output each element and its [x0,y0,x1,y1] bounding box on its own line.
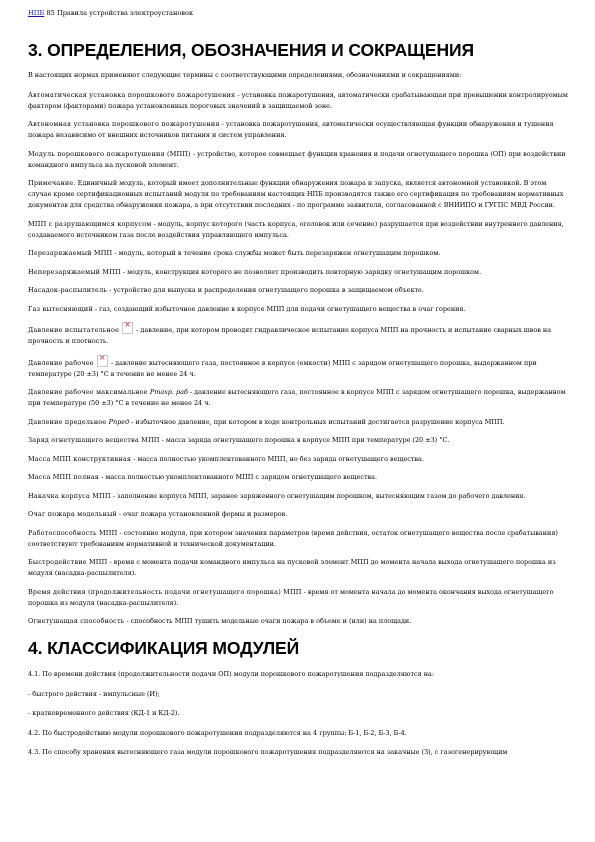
definition-paragraph [28,285,568,296]
definition-text: - заполнение корпуса МПП, заранее заряженного огнетушащим порошком, вытесняющим газом до рабочего давления. [110,491,526,500]
definition-term: МПП с разрушающимся корпусом [28,219,152,228]
definition-text: - масса полностью укомплектованного МПП с зарядом огнетушащего вещества. [99,473,378,481]
definition-paragraph [28,435,568,446]
definition-text: - модуль, который в течение срока службы может быть перезаряжен огнетушащим порошком. [112,249,441,257]
section-3-heading: 3. ОПРЕДЕЛЕНИЯ, ОБОЗНАЧЕНИЯ И СОКРАЩЕНИЯ [28,40,474,60]
breadcrumb-link[interactable]: НПБ [28,9,45,17]
definition-paragraph [28,616,568,627]
definition-paragraph [28,528,568,550]
section-4-heading: 4. КЛАССИФИКАЦИЯ МОДУЛЕЙ [28,638,300,658]
document-page [28,7,568,767]
definition-text: - давление вытесняющего газа, постоянное в корпусе МПП с зарядом огнетушащего порошка, выдержанном при температуре (50 ±3) °С в течение не менее 24 ч. [28,388,566,407]
definition-term: Огнетушащая способность [28,617,125,625]
definition-paragraph [28,491,568,502]
broken-image-icon [122,322,133,334]
classification-paragraph: 4.3. По способу хранения вытесняющего газа модули порошкового пожаротушения подразделяются на закачные (З), с газогенерирующим [28,748,508,756]
classification-paragraph: - кратковременного действия (КД-1 и КД-2). [28,709,180,717]
definition-term: Давление предельное [28,417,109,426]
definition-term: Автоматическая установка порошкового пожаротушения [28,90,236,99]
definition-paragraph [28,322,568,347]
definition-text: - установка пожаротушения, автоматически срабатывающая при превышении контролируемым фактором (факторами) пожара установленных пороговых значений в защищаемой зоне. [28,90,568,110]
broken-image-icon [97,355,108,367]
definition-term: Модуль порошкового пожаротушения (МПП) [28,149,191,158]
definition-paragraph [28,557,568,579]
classification-paragraph: - быстрого действия - импульсные (И); [28,689,160,698]
section-3-intro: В настоящих нормах применяют следующие термины с соответствующими определениями, обозначениями и сокращениями: [28,71,462,79]
definition-term: Очаг пожара модельный [28,510,117,518]
definition-term: Работоспособность МПП [28,528,118,537]
definition-text: - давление, при котором проводят гидравлическое испытание корпуса МПП на прочность и испытание сварных швов на прочность и плотность. [28,326,552,345]
definition-paragraph [28,355,568,380]
definition-term: Насадок-распылитель [28,286,108,294]
definition-term: Перезаряжаемый МПП [28,249,113,257]
note-paragraph [28,178,568,211]
definition-term: Накачка корпуса МПП [28,491,111,500]
definition-term: Автономная установка порошкового пожаротушения [28,120,220,128]
definition-text: - время от момента начала до момента окончания выхода огнетушащего порошка из модуля (насадка-распылителя). [28,587,554,607]
definition-term: Время действия (продолжительность подачи огнетушащего порошка) МПП [28,587,302,596]
definition-text: - масса полностью укомплектованного МПП, но без заряда огнетушащего вещества. [131,454,424,463]
definition-paragraph [28,267,568,278]
definition-paragraph [28,454,568,465]
definition-paragraph [28,472,568,483]
definition-text: - газ, создающий избыточное давление в корпусе МПП для подачи огнетушащего вещества в очаг горения. [92,304,466,313]
definition-text: - масса заряда огнетушащего порошка в корпусе МПП при температуре (20 ±3) °С. [159,436,450,444]
definition-text: - давление вытесняющего газа, постоянное в корпусе (емкости) МПП с зарядом огнетушащего порошка, выдержанном при температуре (20 ±3) °С в течение не менее 24 ч. [28,358,537,378]
classification-paragraph: 4.1. По времени действия (продолжительности подачи ОП) модули порошкового пожаротушения подразделяются на: [28,670,435,678]
definition-text: - состояние модуля, при котором значения параметров (время действия, остаток огнетушащего вещества после срабатывания) соответствуют требованиям нормативной и технической документации. [28,528,558,548]
definition-term: Быстродействие МПП [28,558,108,566]
definition-paragraph [28,90,568,112]
breadcrumb-text: 85 Правила устройства электроустановок [44,9,194,17]
definition-term: Неперезаряжаемый МПП [28,267,121,276]
note-label: Примечание. [28,179,76,187]
formula-symbol: Pпред [108,417,130,426]
definition-paragraph [28,587,568,609]
definition-text: - способность МПП тушить модельные очаги пожара в объеме и (или) на площади. [124,617,412,625]
definition-text: - устройство для выпуска и распределения огнетушащего порошка в защищаемом объекте. [107,286,424,294]
definition-text: - очаг пожара установленной формы и размеров. [116,510,288,518]
formula-symbol: Pmaxp. раб [149,388,188,396]
definition-term: Масса МПП конструктивная [28,454,132,463]
definition-paragraph [28,509,568,520]
definition-term: Давление рабочее [28,358,94,367]
definition-paragraph [28,417,568,428]
classification-paragraph: 4.2. По быстродействию модули порошкового пожаротушения подразделяются на 4 группы: Б-1, Б-2, Б-3, Б-4. [28,728,407,737]
definition-term: Заряд огнетушащего вещества МПП [28,436,160,444]
definition-text: - модуль, конструкция которого не позволяет производить повторную зарядку огнетушащим порошком. [120,267,482,276]
definition-text: - установка пожаротушения, автоматически осуществляющая функции обнаружения и тушения пожара независимо от внешних источников питания и систем управления. [28,120,554,139]
definition-text: - избыточное давление, при котором в ходе контрольных испытаний достигается разрушение корпуса МПП. [129,417,505,426]
note-text: Единичный модуль, который имеет дополнительные функции обнаружения пожара и запуска, является автономной установкой. В этом случае кроме сертификационных испытаний модуля по требованиям настоящих НПБ производятся также его сертификация по требованиям нормативных документов для средства обнаружения пожара, а при отсутствии последних - по программе заявителя, согласованной с ВНИИПО и ГУГПС МВД России. [28,179,564,209]
definition-term: Масса МПП полная [28,473,100,481]
breadcrumb [28,7,568,19]
definition-paragraph [28,304,568,315]
definition-paragraph [28,219,568,241]
definition-paragraph [28,248,568,259]
definition-paragraph [28,387,568,409]
definition-text: - время с момента подачи командного импульса на пусковой элемент МПП до момента начала выхода огнетушащего порошка из модуля (насадка-распылителя). [28,558,556,577]
definition-paragraph [28,119,568,141]
definition-term: Газ вытесняющий [28,304,93,313]
definition-text: - устройство, которое совмещает функции хранения и подачи огнетушащего порошка (ОП) при воздействии командного импульса на пусковой элемент. [28,149,566,169]
definition-text: - модуль, корпус которого (часть корпуса, оголовок или сечение) разрушается при воздействии внутреннего давления, создаваемого источником газа после воздействия управляющего импульса. [28,219,564,239]
definition-term: Давление испытательное [28,326,120,334]
definition-paragraph [28,149,568,171]
definition-term: Давление рабочее максимальное [28,388,150,396]
